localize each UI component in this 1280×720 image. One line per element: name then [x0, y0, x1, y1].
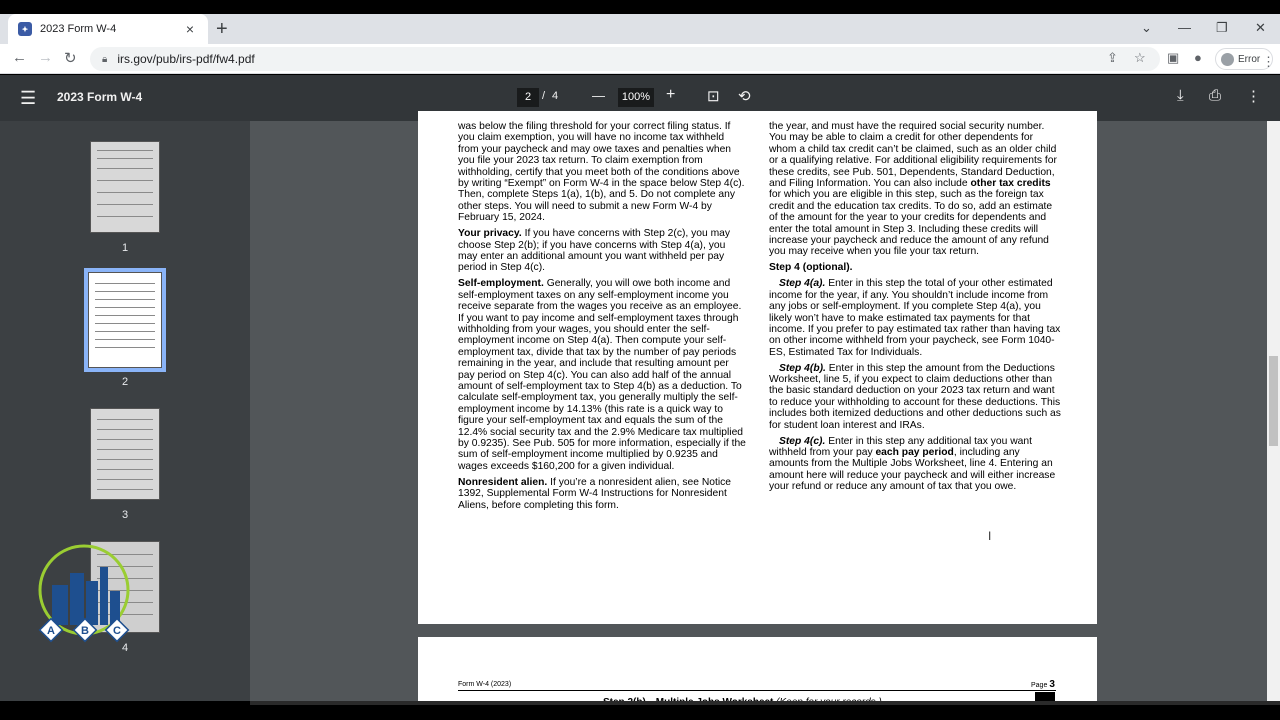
address-bar[interactable]	[90, 47, 1160, 71]
page-thumbnail-2[interactable]	[88, 272, 162, 368]
page-thumbnail-3[interactable]	[90, 408, 160, 500]
print-icon[interactable]: ⎙	[1209, 87, 1222, 104]
nonresident-paragraph: Nonresident alien. If you’re a nonresident alien, see Notice 1392, Supplemental Form W-4 Instructions for Nonresident Aliens, before completing this form.	[458, 476, 732, 511]
pdf-page-2	[418, 111, 1097, 624]
share-icon[interactable]: ⇪	[1107, 50, 1118, 65]
tab-title: 2023 Form W-4	[40, 23, 117, 35]
page-number-label: Page 3	[1031, 679, 1055, 690]
bottom-bar	[0, 705, 1280, 720]
thumbnail-label-2: 2	[121, 376, 129, 388]
total-pages: 4	[552, 90, 559, 102]
page-thumbnail-1[interactable]	[90, 141, 160, 233]
rotate-icon[interactable]: ⟲	[738, 88, 751, 105]
tab-search-icon[interactable]: ⌄	[1141, 20, 1152, 35]
thumbnail-label-3: 3	[121, 509, 129, 521]
avatar	[1221, 53, 1234, 66]
abc-logo-watermark	[36, 545, 132, 645]
step4a-paragraph: Step 4(a). Enter in this step the total of your other estimated income for the year, if any. You shouldn’t include income from any jobs or self-employment. If you complete Step 4(a), you likely won’t have to make estimated tax payments for that income. If you prefer to pay estimated tax rather than having tax on other income withheld from your paycheck, see Form 1040-ES, Estimated Tax for Individuals.	[769, 278, 1061, 358]
text-cursor-icon: I	[988, 529, 992, 543]
privacy-paragraph: Your privacy. If you have concerns with Step 2(c), you may choose Step 2(b); if you have concerns with Step 4(a), you may enter an additional amount you want withheld per pay period in Step 4(c).	[458, 228, 731, 274]
forward-arrow-icon[interactable]: →	[38, 49, 53, 66]
maximize-button[interactable]: ❐	[1216, 20, 1228, 35]
zoom-in-button[interactable]: +	[666, 86, 676, 103]
close-window-button[interactable]: ✕	[1255, 20, 1266, 35]
step4-heading: Step 4 (optional).	[769, 262, 853, 274]
hamburger-menu-icon[interactable]: ☰	[20, 88, 37, 108]
thumbnail-label-4: 4	[121, 642, 129, 654]
logo-letter-c: C	[113, 625, 121, 637]
step4c-paragraph: Step 4(c). Enter in this step any additional tax you want withheld from your pay each pay period, including any amounts from the Multiple Jobs Worksheet, line 4. Entering an amount here will reduce your paycheck and will either increase your refund or reduce any amount of tax that you owe.	[769, 435, 1056, 493]
logo-letter-a: A	[47, 625, 55, 637]
pdf-viewport[interactable]	[250, 121, 1267, 701]
tab-strip	[0, 14, 1280, 44]
thumbnail-label-1: 1	[121, 242, 129, 254]
profile-status-label: Error	[1238, 53, 1261, 65]
credits-paragraph: the year, and must have the required social security number. You may be able to claim a credit for other dependents for whom a child tax credit can’t be claimed, such as an older child or a qualifying relative. For additional eligibility requirements for these credits, see Pub. 501, Dependents, Standard Deduction, and Filing Information. You can also include other tax credits for which you are eligible in this step, such as the foreign tax credit and the education tax credits. To do so, add an estimate of the amount for the year to your credits for dependents and enter the total amount in Step 3. Including these credits will increase your paycheck and reduce the amount of any refund you may receive when you file your tax return.	[769, 121, 1057, 258]
kebab-menu-icon[interactable]: ⋮	[1262, 54, 1275, 69]
bookmark-star-icon[interactable]: ☆	[1134, 50, 1146, 65]
tab-close-icon[interactable]: ×	[185, 21, 195, 37]
exemption-paragraph: was below the filing threshold for your correct filing status. If you claim exemption, you will have no income tax withheld from your paycheck and may owe taxes and penalties when you file your 2023 tax return. To claim exemption from withholding, certify that you meet both of the conditions above by writing “Exempt” on Form W-4 in the space below Step 4(c). Then, complete Steps 1(a), 1(b), and 5. Do not complete any other steps. You will need to submit a new Form W-4 by February 15, 2024.	[458, 121, 745, 224]
new-tab-button[interactable]: +	[216, 18, 228, 40]
self-employment-paragraph: Self-employment. Generally, you will owe both income and self-employment taxes on any self-employment income you receive separate from the wages you receive as an employee. If you want to pay income and self-employment taxes through withholding from your wages, you should enter the self-employment income on Step 4(a). Then compute your self-employment tax, divide that tax by the number of pay periods remaining in the year, and include that resulting amount per pay period on Step 4(c). You can also add half of the annual amount of self-employment tax to Step 4(b) as a deduction. To calculate self-employment tax, you generally multiply the self-employment income by 14.13% (this rate is a quick way to figure your self-employment tax and equals the sum of the 12.4% social security tax and the 2.9% Medicare tax multiplied by 0.9235). See Pub. 505 for more information, especially if the sum of self-employment income multiplied by 0.9235 and wages exceeds $160,200 for a given individual.	[458, 278, 746, 472]
back-arrow-icon[interactable]: ←	[12, 49, 27, 66]
download-icon[interactable]: ⤓	[1177, 87, 1184, 104]
logo-letter-b: B	[81, 625, 89, 637]
right-column	[769, 121, 1061, 497]
irs-favicon-icon: ✦	[18, 22, 32, 36]
profile-avatar-icon[interactable]: ●	[1194, 50, 1202, 65]
step4b-paragraph: Step 4(b). Enter in this step the amount from the Deductions Worksheet, line 5, if you expect to claim deductions other than the basic standard deduction on your 2023 tax return and want to reduce your withholding to account for these deductions. This includes both itemized deductions and other deductions such as for student loan interest and IRAs.	[769, 362, 1061, 431]
more-options-icon[interactable]: ⋮	[1246, 88, 1261, 105]
scrollbar-thumb[interactable]	[1269, 356, 1278, 446]
document-title: 2023 Form W-4	[57, 90, 143, 104]
left-column	[458, 121, 746, 515]
header-rule	[458, 690, 1056, 691]
form-label: Form W-4 (2023)	[458, 681, 512, 688]
page-separator: /	[542, 90, 546, 102]
side-panel-icon[interactable]: ▣	[1167, 50, 1180, 65]
browser-tab[interactable]	[8, 14, 208, 44]
browser-toolbar	[0, 44, 1280, 74]
url-text: irs.gov/pub/irs-pdf/fw4.pdf	[117, 52, 255, 66]
zoom-level-input[interactable]: 100%	[618, 88, 654, 107]
zoom-out-button[interactable]: —	[592, 88, 605, 103]
fit-to-page-icon[interactable]: ⊡	[707, 88, 720, 105]
reload-icon[interactable]: ↻	[64, 50, 77, 67]
minimize-button[interactable]: —	[1178, 20, 1191, 35]
lock-icon: 🔒︎	[102, 53, 108, 65]
vertical-scrollbar[interactable]	[1267, 121, 1280, 701]
current-page-input[interactable]: 2	[517, 88, 539, 107]
